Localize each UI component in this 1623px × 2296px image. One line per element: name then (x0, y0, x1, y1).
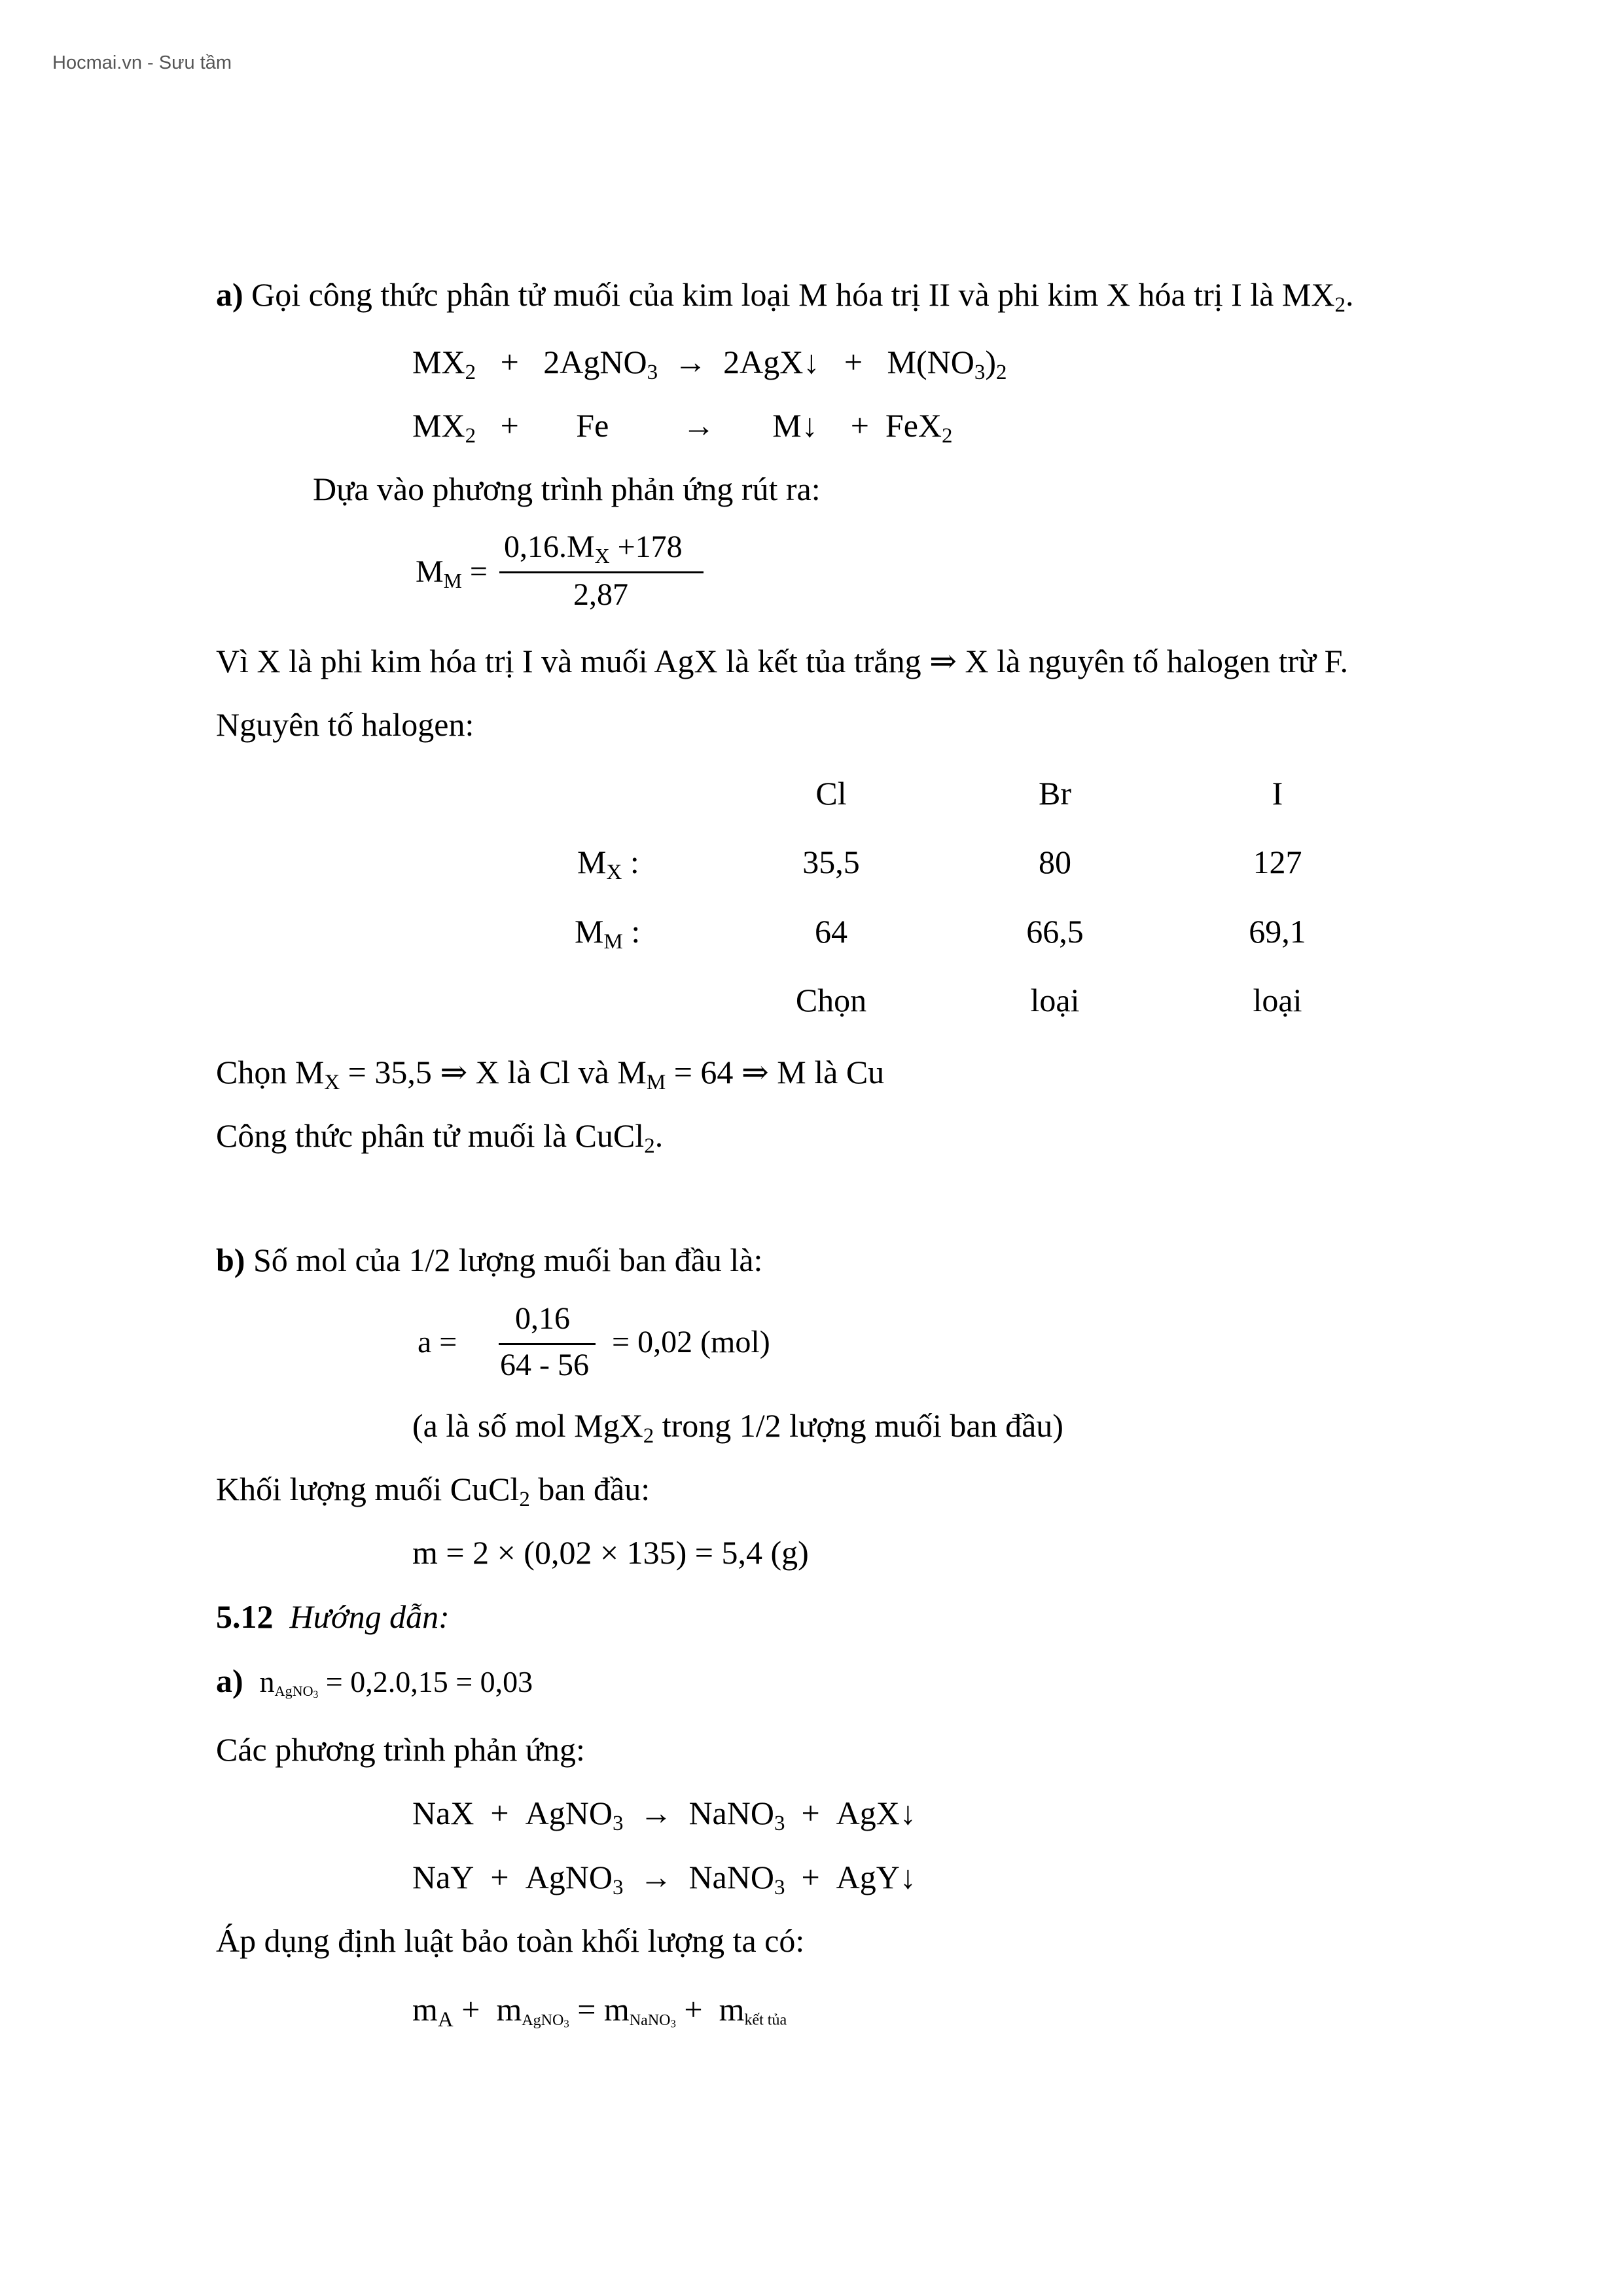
mass-conservation-equation: $m_A + m_{AgNO_3} = m_{NaNO_3} + m_{kết tủa}$ (412, 1991, 787, 2032)
n-agno3-line: a) $n_{AgNO_3} = 0,2.0,15 = 0,03$ (216, 1662, 533, 1701)
formula-mm-bar (499, 571, 704, 573)
table-verdict-cl: Chọn (795, 982, 867, 1018)
part-a-intro-end: . (1345, 276, 1354, 313)
table-header-br: Br (1039, 775, 1071, 812)
note-a: (a là số mol MgX$_2$ trong 1/2 lượng muối ban đầu) (412, 1407, 1063, 1448)
table-mm-br: 66,5 (1026, 913, 1084, 950)
a-eq-bar (499, 1343, 596, 1345)
section-512-title: Hướng dẫn: (289, 1598, 450, 1635)
table-mx-cl: 35,5 (802, 844, 860, 880)
table-verdict-br: loại (1030, 982, 1080, 1018)
mass-intro: Khối lượng muối CuCl$_2$ ban đầu: (216, 1471, 651, 1512)
table-mm-cl: 64 (815, 913, 847, 950)
equation-nay: NaY + AgNO$_3$ → NaNO$_3$ + AgY↓ (412, 1859, 916, 1900)
a-eq-numerator: 0,16 (515, 1301, 570, 1336)
halogen-title: Nguyên tố halogen: (216, 706, 474, 743)
equation-mx2-fe: $MX_2$ + Fe → M↓ + FeX$_2$ (412, 407, 953, 448)
equation-nax: NaX + AgNO$_3$ → NaNO$_3$ + AgX↓ (412, 1795, 916, 1836)
table-mx-i: 127 (1253, 844, 1302, 880)
formula-mm-numerator: $0,16.M_X +178$ (504, 529, 683, 567)
mass-equation: m = 2 × (0,02 × 135) = 5,4 (g) (412, 1534, 809, 1571)
table-row-label-mx: $M_X$ : (577, 844, 639, 885)
table-header-i: I (1272, 775, 1283, 812)
formula-result: Công thức phân tử muối là CuCl$_2$. (216, 1117, 664, 1158)
equation-mx2-agno3: $MX_2$ + 2AgNO$_3$ → 2AgX↓ + $M(NO_3)_2$ (412, 344, 1007, 385)
formula-mm-denominator: 2,87 (573, 577, 628, 612)
part-b-label: b) (216, 1242, 245, 1278)
part-a-intro-text: Gọi công thức phân tử muối của kim loại M hóa trị II và phi kim X hóa trị I là MX (251, 276, 1335, 313)
table-mm-i: 69,1 (1249, 913, 1306, 950)
conservation-text: Áp dụng định luật bảo toàn khối lượng ta có: (216, 1922, 805, 1959)
formula-mm-lhs: $M_M$ = (416, 554, 488, 592)
watermark: Hocmai.vn - Sưu tầm (52, 52, 232, 73)
table-header-cl: Cl (815, 775, 847, 812)
table-row-label-mm: $M_M$ : (575, 913, 641, 954)
equations-intro: Các phương trình phản ứng: (216, 1731, 585, 1768)
table-verdict-i: loại (1253, 982, 1302, 1018)
part-a-intro-sub: 2 (1334, 293, 1346, 317)
reason-text: Vì X là phi kim hóa trị I và muối AgX là kết tủa trắng ⇒ X là nguyên tố halogen trừ F. (216, 643, 1348, 679)
deduce-text: Dựa vào phương trình phản ứng rút ra: (313, 471, 821, 507)
section-512-heading (216, 1600, 450, 1633)
part-a-label: a) (216, 276, 243, 313)
a-eq-lhs: a = (418, 1325, 457, 1359)
table-mx-br: 80 (1039, 844, 1071, 880)
a-eq-rhs: = 0,02 (mol) (612, 1325, 770, 1359)
part-b-intro: b) Số mol của 1/2 lượng muối ban đầu là: (216, 1242, 763, 1278)
section-512-number: 5.12 (216, 1598, 274, 1635)
a-eq-denominator: 64 - 56 (500, 1348, 589, 1382)
choose-text: Chọn $M_X = 35,5$ ⇒ X là Cl và $M_M = 64$ ⇒ M là Cu (216, 1054, 885, 1095)
part-a-intro (216, 276, 1354, 317)
